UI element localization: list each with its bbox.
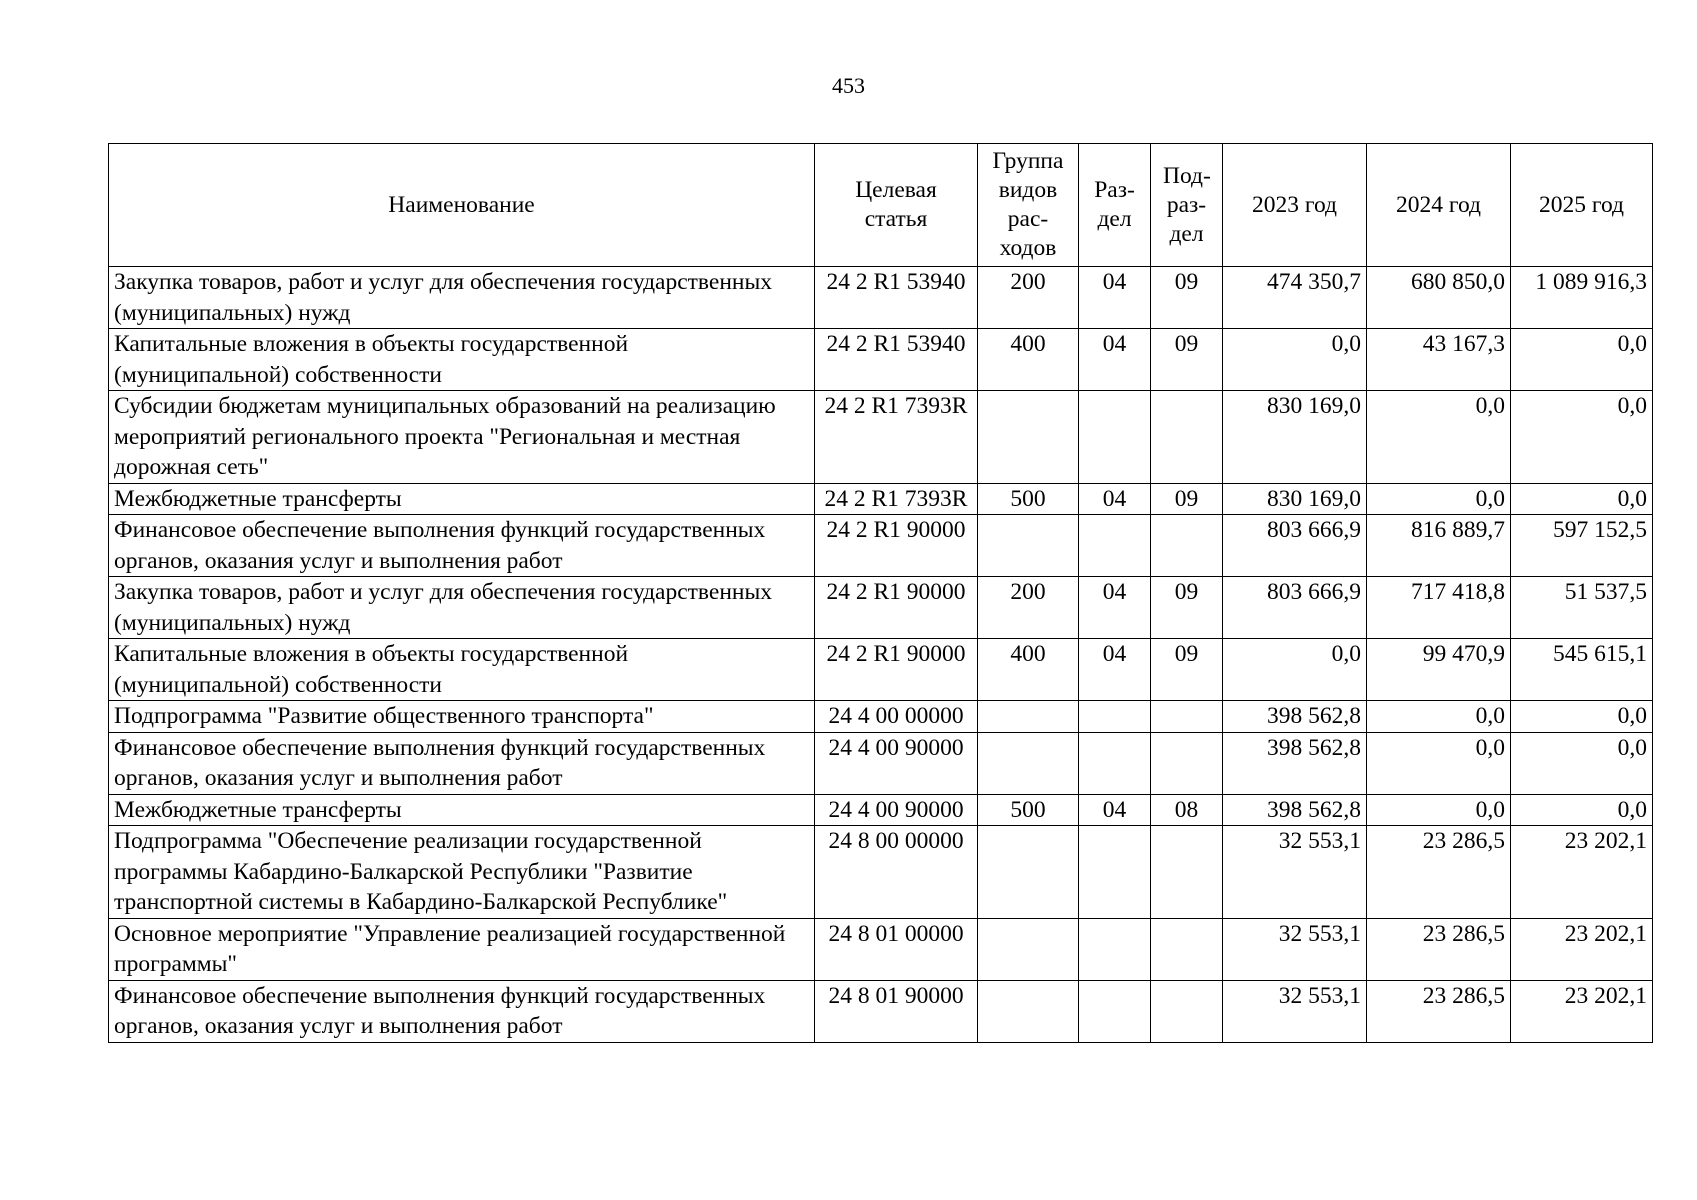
row-section	[1079, 826, 1151, 919]
row-value-2025: 51 537,5	[1511, 577, 1653, 639]
row-target-article: 24 4 00 90000	[815, 732, 978, 794]
row-value-2024: 43 167,3	[1367, 329, 1511, 391]
budget-table	[108, 143, 1653, 1043]
row-value-2024: 717 418,8	[1367, 577, 1511, 639]
row-target-article: 24 8 01 90000	[815, 980, 978, 1042]
row-expense-group	[978, 918, 1079, 980]
row-subsection: 09	[1151, 267, 1223, 329]
row-section	[1079, 391, 1151, 484]
row-subsection	[1151, 732, 1223, 794]
row-value-2023: 803 666,9	[1223, 515, 1367, 577]
row-target-article: 24 8 01 00000	[815, 918, 978, 980]
row-subsection	[1151, 391, 1223, 484]
table-row	[109, 794, 1653, 826]
row-subsection	[1151, 701, 1223, 733]
row-target-article: 24 2 R1 90000	[815, 577, 978, 639]
row-expense-group	[978, 980, 1079, 1042]
row-value-2025: 0,0	[1511, 391, 1653, 484]
row-value-2025: 0,0	[1511, 483, 1653, 515]
row-expense-group: 400	[978, 639, 1079, 701]
row-expense-group	[978, 515, 1079, 577]
table-row	[109, 701, 1653, 733]
table-body	[109, 267, 1653, 1043]
row-section: 04	[1079, 639, 1151, 701]
header-expense-group: Группа видов рас-ходов	[978, 144, 1079, 267]
row-value-2024: 23 286,5	[1367, 826, 1511, 919]
table-row	[109, 391, 1653, 484]
row-name: Финансовое обеспечение выполнения функций государственных органов, оказания услуг и выполнения работ	[109, 732, 815, 794]
table-row	[109, 483, 1653, 515]
row-name: Закупка товаров, работ и услуг для обеспечения государственных (муниципальных) нужд	[109, 267, 815, 329]
row-section	[1079, 732, 1151, 794]
row-value-2024: 816 889,7	[1367, 515, 1511, 577]
row-expense-group	[978, 391, 1079, 484]
row-subsection: 09	[1151, 483, 1223, 515]
table-row	[109, 918, 1653, 980]
row-value-2023: 32 553,1	[1223, 980, 1367, 1042]
row-expense-group	[978, 826, 1079, 919]
header-year-2025: 2025 год	[1511, 144, 1653, 267]
row-value-2024: 23 286,5	[1367, 980, 1511, 1042]
row-value-2025: 597 152,5	[1511, 515, 1653, 577]
page-number: 453	[832, 73, 865, 98]
row-value-2024: 0,0	[1367, 794, 1511, 826]
row-value-2025: 0,0	[1511, 329, 1653, 391]
header-year-2024: 2024 год	[1367, 144, 1511, 267]
table-row	[109, 267, 1653, 329]
row-name: Основное мероприятие "Управление реализацией государственной программы"	[109, 918, 815, 980]
row-section	[1079, 980, 1151, 1042]
row-section: 04	[1079, 329, 1151, 391]
row-target-article: 24 2 R1 53940	[815, 267, 978, 329]
row-name: Капитальные вложения в объекты государственной (муниципальной) собственности	[109, 329, 815, 391]
row-value-2024: 23 286,5	[1367, 918, 1511, 980]
table-row	[109, 826, 1653, 919]
row-expense-group: 500	[978, 794, 1079, 826]
row-target-article: 24 2 R1 53940	[815, 329, 978, 391]
row-name: Финансовое обеспечение выполнения функций государственных органов, оказания услуг и выполнения работ	[109, 980, 815, 1042]
row-subsection: 09	[1151, 577, 1223, 639]
row-section	[1079, 515, 1151, 577]
row-value-2023: 0,0	[1223, 639, 1367, 701]
row-target-article: 24 2 R1 7393R	[815, 483, 978, 515]
row-value-2023: 398 562,8	[1223, 794, 1367, 826]
row-value-2025: 1 089 916,3	[1511, 267, 1653, 329]
row-subsection	[1151, 826, 1223, 919]
row-value-2023: 32 553,1	[1223, 826, 1367, 919]
row-target-article: 24 2 R1 90000	[815, 639, 978, 701]
row-expense-group: 200	[978, 577, 1079, 639]
row-target-article: 24 2 R1 7393R	[815, 391, 978, 484]
row-section	[1079, 918, 1151, 980]
row-expense-group	[978, 732, 1079, 794]
row-value-2023: 803 666,9	[1223, 577, 1367, 639]
table-row	[109, 980, 1653, 1042]
table-row	[109, 329, 1653, 391]
row-value-2023: 398 562,8	[1223, 701, 1367, 733]
row-value-2025: 0,0	[1511, 794, 1653, 826]
table-header-row	[109, 144, 1653, 267]
row-value-2025: 23 202,1	[1511, 826, 1653, 919]
row-value-2025: 23 202,1	[1511, 918, 1653, 980]
row-name: Капитальные вложения в объекты государственной (муниципальной) собственности	[109, 639, 815, 701]
row-target-article: 24 4 00 90000	[815, 794, 978, 826]
row-value-2024: 680 850,0	[1367, 267, 1511, 329]
row-section: 04	[1079, 267, 1151, 329]
row-value-2024: 99 470,9	[1367, 639, 1511, 701]
row-value-2023: 474 350,7	[1223, 267, 1367, 329]
row-value-2025: 23 202,1	[1511, 980, 1653, 1042]
row-name: Межбюджетные трансферты	[109, 483, 815, 515]
row-name: Подпрограмма "Обеспечение реализации государственной программы Кабардино-Балкарской Республики "Развитие транспортной системы в Кабардино-Балкарской Республике"	[109, 826, 815, 919]
row-value-2024: 0,0	[1367, 732, 1511, 794]
row-section: 04	[1079, 483, 1151, 515]
row-value-2023: 830 169,0	[1223, 391, 1367, 484]
row-value-2025: 0,0	[1511, 732, 1653, 794]
row-subsection: 08	[1151, 794, 1223, 826]
row-value-2025: 0,0	[1511, 701, 1653, 733]
row-target-article: 24 8 00 00000	[815, 826, 978, 919]
row-value-2023: 830 169,0	[1223, 483, 1367, 515]
row-expense-group: 200	[978, 267, 1079, 329]
table-row	[109, 639, 1653, 701]
table-row	[109, 577, 1653, 639]
row-expense-group	[978, 701, 1079, 733]
header-target-article: Целевая статья	[815, 144, 978, 267]
header-year-2023: 2023 год	[1223, 144, 1367, 267]
row-name: Закупка товаров, работ и услуг для обеспечения государственных (муниципальных) нужд	[109, 577, 815, 639]
row-value-2023: 0,0	[1223, 329, 1367, 391]
table-row	[109, 515, 1653, 577]
row-section: 04	[1079, 577, 1151, 639]
row-target-article: 24 4 00 00000	[815, 701, 978, 733]
row-value-2025: 545 615,1	[1511, 639, 1653, 701]
row-name: Межбюджетные трансферты	[109, 794, 815, 826]
row-name: Финансовое обеспечение выполнения функций государственных органов, оказания услуг и выполнения работ	[109, 515, 815, 577]
row-subsection: 09	[1151, 639, 1223, 701]
row-section: 04	[1079, 794, 1151, 826]
row-value-2023: 398 562,8	[1223, 732, 1367, 794]
row-value-2024: 0,0	[1367, 701, 1511, 733]
row-section	[1079, 701, 1151, 733]
row-subsection	[1151, 918, 1223, 980]
row-expense-group: 400	[978, 329, 1079, 391]
row-subsection	[1151, 980, 1223, 1042]
row-value-2024: 0,0	[1367, 483, 1511, 515]
row-subsection: 09	[1151, 329, 1223, 391]
row-name: Подпрограмма "Развитие общественного транспорта"	[109, 701, 815, 733]
row-name: Субсидии бюджетам муниципальных образований на реализацию мероприятий регионального проекта "Региональная и местная дорожная сеть"	[109, 391, 815, 484]
header-name: Наименование	[109, 144, 815, 267]
header-subsection: Под-раз-дел	[1151, 144, 1223, 267]
row-expense-group: 500	[978, 483, 1079, 515]
row-value-2024: 0,0	[1367, 391, 1511, 484]
table-row	[109, 732, 1653, 794]
row-subsection	[1151, 515, 1223, 577]
row-value-2023: 32 553,1	[1223, 918, 1367, 980]
row-target-article: 24 2 R1 90000	[815, 515, 978, 577]
header-section: Раз-дел	[1079, 144, 1151, 267]
